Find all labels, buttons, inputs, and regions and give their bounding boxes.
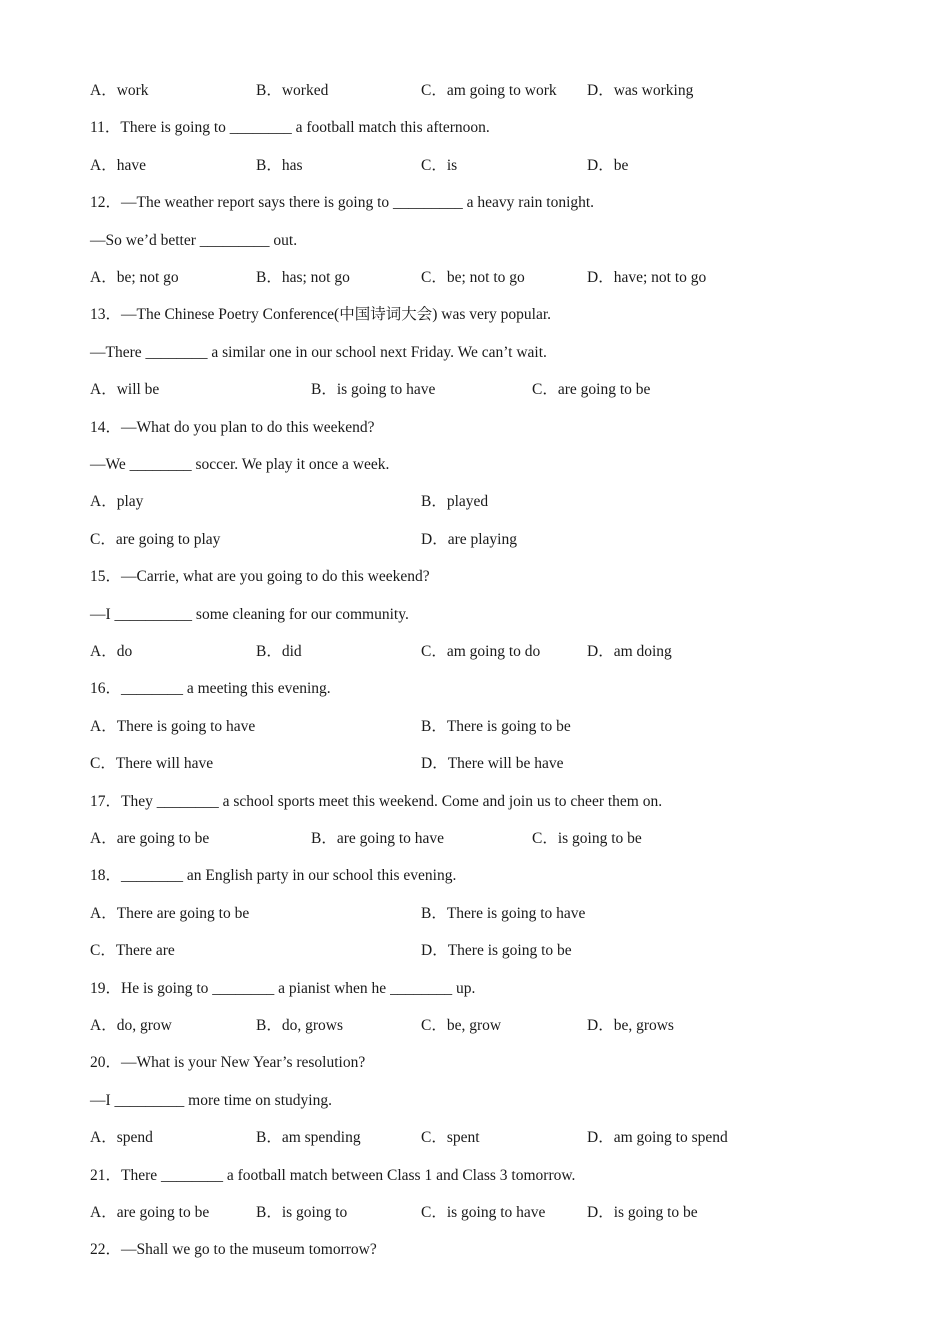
answer-option: B．are going to have — [311, 830, 445, 847]
answer-option: B．do, grows — [256, 1017, 343, 1034]
answer-option: A．be; not go — [90, 269, 179, 286]
question-line: 11．There is going to ________ a football match this afternoon. — [90, 119, 490, 136]
answer-option: C．is going to be — [532, 830, 642, 847]
answer-option: D．be — [587, 157, 629, 174]
answer-option: A．are going to be — [90, 1204, 210, 1221]
answer-option: C．There are — [90, 942, 175, 959]
question-line: 18．________ an English party in our school this evening. — [90, 867, 457, 884]
question-line: 17．They ________ a school sports meet this weekend. Come and join us to cheer them on. — [90, 793, 663, 810]
question-line: 14．—What do you plan to do this weekend? — [90, 419, 375, 436]
answer-option: C．be, grow — [421, 1017, 502, 1034]
answer-option: B．has; not go — [256, 269, 350, 286]
answer-option: A．There is going to have — [90, 718, 256, 735]
answer-option: D．are playing — [421, 531, 517, 548]
answer-option: B．is going to — [256, 1204, 348, 1221]
answer-option: B．played — [421, 493, 489, 510]
answer-option: D．is going to be — [587, 1204, 698, 1221]
question-line: —I _________ more time on studying. — [90, 1092, 332, 1109]
answer-option: C．spent — [421, 1129, 480, 1146]
answer-option: B．There is going to be — [421, 718, 571, 735]
answer-option: D．am doing — [587, 643, 672, 660]
answer-option: A．have — [90, 157, 146, 174]
answer-option: A．do — [90, 643, 133, 660]
answer-option: C．are going to be — [532, 381, 651, 398]
answer-option: C．are going to play — [90, 531, 221, 548]
answer-option: C．be; not to go — [421, 269, 525, 286]
question-line: 16．________ a meeting this evening. — [90, 680, 331, 697]
answer-option: B．am spending — [256, 1129, 361, 1146]
answer-option: B．worked — [256, 82, 329, 99]
answer-option: D．There will be have — [421, 755, 564, 772]
answer-option: C．There will have — [90, 755, 214, 772]
answer-option: A．play — [90, 493, 144, 510]
answer-option: C．is — [421, 157, 458, 174]
question-line: 22．—Shall we go to the museum tomorrow? — [90, 1241, 377, 1258]
question-line: 13．—The Chinese Poetry Conference(中国诗词大会) was very popular. — [90, 306, 552, 323]
answer-option: A．will be — [90, 381, 160, 398]
answer-option: D．am going to spend — [587, 1129, 728, 1146]
answer-option: C．am going to work — [421, 82, 557, 99]
question-line: —There ________ a similar one in our school next Friday. We can’t wait. — [90, 344, 547, 361]
answer-option: B．has — [256, 157, 303, 174]
answer-option: A．spend — [90, 1129, 153, 1146]
answer-option: C．am going to do — [421, 643, 541, 660]
answer-option: A．There are going to be — [90, 905, 250, 922]
answer-option: A．work — [90, 82, 149, 99]
answer-option: C．is going to have — [421, 1204, 546, 1221]
question-line: 15．—Carrie, what are you going to do this weekend? — [90, 568, 430, 585]
answer-option: D．have; not to go — [587, 269, 707, 286]
answer-option: D．be, grows — [587, 1017, 674, 1034]
answer-option: A．are going to be — [90, 830, 210, 847]
answer-option: B．There is going to have — [421, 905, 586, 922]
answer-option: A．do, grow — [90, 1017, 172, 1034]
question-line: 12．—The weather report says there is going to _________ a heavy rain tonight. — [90, 194, 595, 211]
answer-option: B．is going to have — [311, 381, 436, 398]
question-line: —I __________ some cleaning for our community. — [90, 606, 409, 623]
answer-option: D．There is going to be — [421, 942, 572, 959]
answer-option: B．did — [256, 643, 302, 660]
answer-option: D．was working — [587, 82, 694, 99]
question-line: 19．He is going to ________ a pianist when he ________ up. — [90, 980, 476, 997]
question-line: 20．—What is your New Year’s resolution? — [90, 1054, 366, 1071]
question-line: —So we’d better _________ out. — [90, 232, 298, 249]
question-line: —We ________ soccer. We play it once a week. — [90, 456, 390, 473]
question-line: 21．There ________ a football match between Class 1 and Class 3 tomorrow. — [90, 1167, 576, 1184]
